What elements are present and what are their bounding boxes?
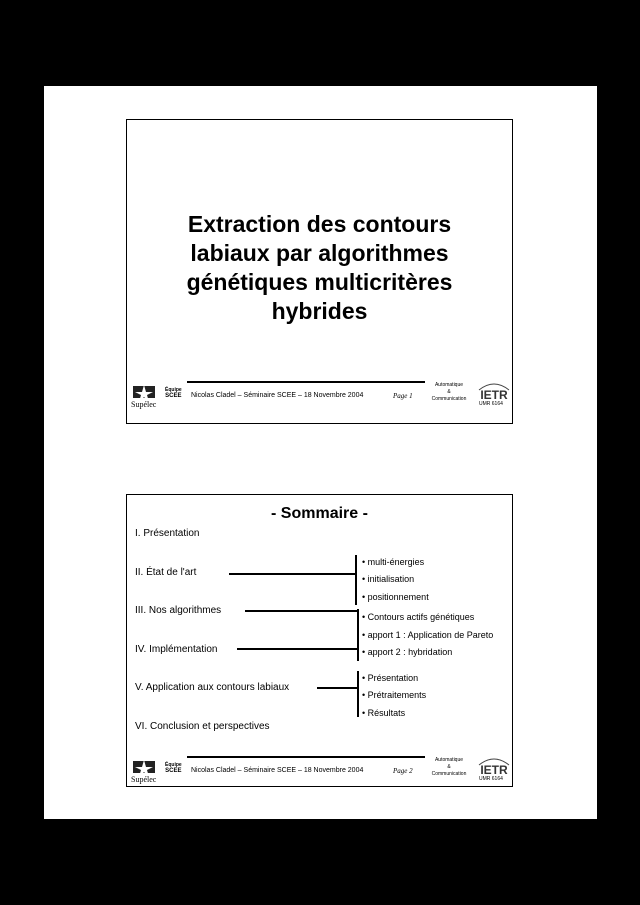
footer-divider <box>187 381 425 383</box>
slide-title: Extraction des contours labiaux par algorithmes génétiques multicritères hybrides <box>186 211 453 324</box>
sub-item: • apport 2 : hybridation <box>362 647 453 657</box>
connector-line <box>245 610 357 612</box>
bracket-line <box>355 555 357 605</box>
sub-item: • Prétraitements <box>362 690 427 700</box>
lab-line-2: & <box>447 764 451 770</box>
umr-label: UMR 6164 <box>479 776 503 782</box>
bracket-line <box>357 609 359 661</box>
toc-item-etat-art: II. État de l'art <box>135 567 197 578</box>
sub-item: • Contours actifs génétiques <box>362 612 475 622</box>
toc-item-implementation: IV. Implémentation <box>135 644 218 655</box>
lab-name <box>427 757 471 778</box>
page-number: Page 2 <box>393 767 413 775</box>
ietr-logo-icon <box>477 380 511 402</box>
bracket-line <box>357 671 359 717</box>
team-label: Équipe <box>165 387 182 393</box>
lab-line-1: Automatique <box>434 757 464 763</box>
sub-item: • Résultats <box>362 708 406 718</box>
team-name: SCEE <box>165 768 182 774</box>
slide-1 <box>126 119 513 424</box>
ietr-logo-icon <box>477 755 511 777</box>
sub-item: • Présentation <box>362 673 419 683</box>
svg-text:IETR: IETR <box>480 388 508 402</box>
sub-item: • initialisation <box>362 574 415 584</box>
svg-text:IETR: IETR <box>480 763 508 777</box>
lab-line-3: Communication <box>431 771 467 777</box>
umr-label: UMR 6164 <box>479 401 503 407</box>
lab-line-2: & <box>447 389 451 395</box>
toc-item-presentation: I. Présentation <box>135 528 200 539</box>
footer-author: Nicolas Cladel – Séminaire SCEE – 18 Novembre 2004 <box>191 767 364 774</box>
team-label: Équipe <box>165 762 182 768</box>
footer-divider <box>187 756 425 758</box>
slide-2 <box>126 494 513 787</box>
lab-name <box>427 382 471 403</box>
page-number: Page 1 <box>393 392 413 400</box>
footer-author: Nicolas Cladel – Séminaire SCEE – 18 Novembre 2004 <box>191 392 364 399</box>
toc-item-application: V. Application aux contours labiaux <box>135 682 290 693</box>
toc-item-algorithmes: III. Nos algorithmes <box>135 605 222 616</box>
toc-item-conclusion: VI. Conclusion et perspectives <box>135 721 270 732</box>
sub-item: • apport 1 : Application de Pareto <box>362 630 494 640</box>
lab-line-1: Automatique <box>434 382 464 388</box>
connector-line <box>237 648 357 650</box>
sub-item: • positionnement <box>362 592 429 602</box>
slide-title: - Sommaire - <box>271 505 368 522</box>
team-badge <box>165 762 182 774</box>
team-name: SCEE <box>165 393 182 399</box>
supelec-label: Supélec <box>131 775 157 784</box>
supelec-label: Supélec <box>131 400 157 409</box>
connector-line <box>317 687 359 689</box>
team-badge <box>165 387 182 399</box>
connector-line <box>229 573 357 575</box>
lab-line-3: Communication <box>431 396 467 402</box>
sub-item: • multi-énergies <box>362 557 425 567</box>
